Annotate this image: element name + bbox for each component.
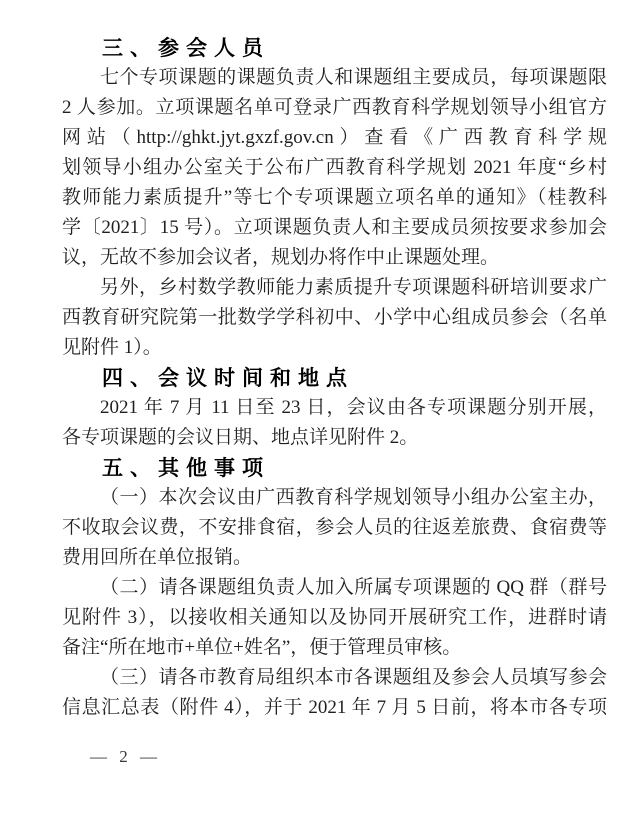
text-line: 西教育研究院第一批数学学科初中、小学中心组成员参会（名单: [62, 307, 607, 328]
text-line: （三）请各市教育局组织本市各课题组及参会人员填写参会: [100, 667, 607, 688]
text-line: 网站（http://ghkt.jyt.gxzf.gov.cn）查看《广西教育科学规: [62, 127, 607, 148]
section-heading: 五、其他事项: [102, 456, 270, 480]
text-line: 2 人参加。立项课题名单可登录广西教育科学规划领导小组官方: [62, 97, 607, 118]
text-line: 备注“所在地市+单位+姓名”，便于管理员审核。: [62, 637, 462, 658]
text-line: （二）请各课题组负责人加入所属专项课题的 QQ 群（群号: [100, 577, 607, 598]
section-heading: 四、会议时间和地点: [102, 366, 354, 390]
text-line: 2021 年 7 月 11 日至 23 日，会议由各专项课题分别开展，: [100, 397, 607, 418]
text-line: 议，无故不参加会议者，规划办将作中止课题处理。: [62, 247, 500, 268]
text-line: 信息汇总表（附件 4），并于 2021 年 7 月 5 日前，将本市各专项: [62, 697, 607, 718]
paragraph: [62, 483, 607, 573]
paragraph: [62, 393, 607, 453]
document-body: [62, 33, 607, 723]
page-number: — 2 —: [90, 747, 161, 766]
text-line: 七个专项课题的课题负责人和课题组主要成员，每项课题限: [100, 67, 607, 88]
text-line: 费用回所在单位报销。: [62, 547, 253, 568]
paragraph: [62, 273, 607, 363]
text-line: 各专项课题的会议日期、地点详见附件 2。: [62, 427, 419, 448]
text-line: 学〔2021〕15 号）。立项课题负责人和主要成员须按要求参加会: [62, 217, 607, 238]
section-heading: 三、参会人员: [102, 36, 270, 60]
text-line: 见附件 1）。: [62, 337, 162, 358]
text-line: 教师能力素质提升”等七个专项课题立项名单的通知》（桂教科: [62, 187, 607, 208]
text-line: 另外，乡村数学教师能力素质提升专项课题科研培训要求广: [100, 277, 607, 298]
paragraph: [62, 63, 607, 273]
text-line: 划领导小组办公室关于公布广西教育科学规划 2021 年度“乡村: [62, 157, 607, 178]
text-line: （一）本次会议由广西教育科学规划领导小组办公室主办，: [100, 487, 607, 508]
text-line: 见附件 3），以接收相关通知以及协同开展研究工作，进群时请: [62, 607, 607, 628]
paragraph: [62, 573, 607, 663]
text-line: 不收取会议费，不安排食宿，参会人员的往返差旅费、食宿费等: [62, 517, 607, 538]
paragraph: [62, 663, 607, 723]
